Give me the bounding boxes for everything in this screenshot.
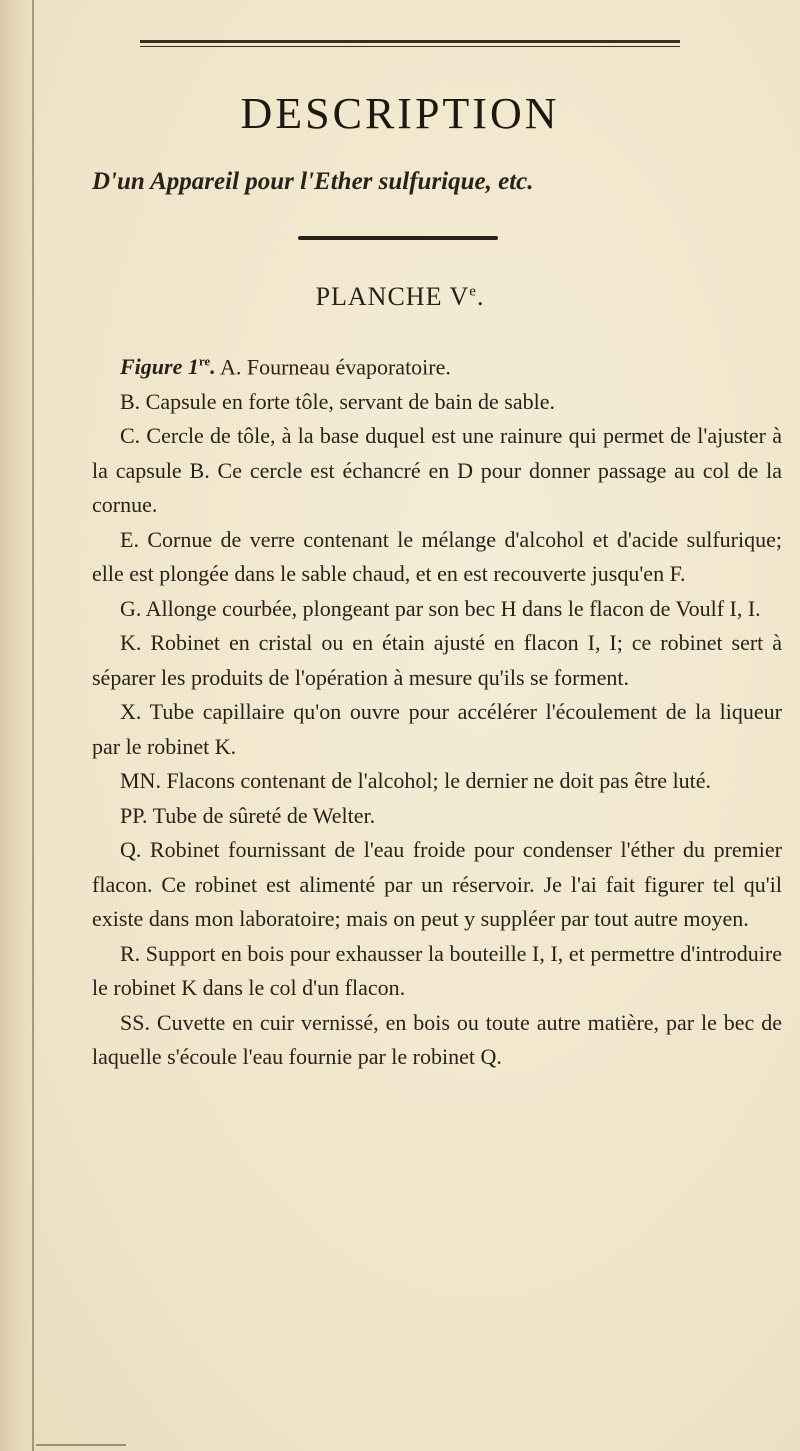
plate-label-sup: e — [469, 283, 477, 300]
legend-entry: B. Capsule en forte tôle, servant de bain de sable. — [120, 388, 555, 414]
legend-entry: C. Cercle de tôle, à la base duquel est une rainure qui permet de l'ajuster à la capsule B. Ce cercle est échancré en D pour donner passage au col de la cornue. — [92, 423, 782, 518]
legend-entry: R. Support en bois pour exhausser la bouteille I, I, et permettre d'introduire le robinet K dans le col d'un flacon. — [92, 940, 782, 1001]
plate-label: PLANCHE V — [315, 282, 470, 311]
ornamental-rule — [298, 236, 498, 240]
legend-entry: X. Tube capillaire qu'on ouvre pour accélérer l'écoulement de la liqueur par le robinet K. — [92, 699, 782, 759]
legend-entry: E. Cornue de verre contenant le mélange d'alcohol et d'acide sulfurique; elle est plongée dans le sable chaud, et en est recouverte jusqu'en F. — [92, 526, 782, 587]
plate-heading — [0, 282, 800, 312]
legend-entry: Q. Robinet fournissant de l'eau froide pour condenser l'éther du premier flacon. Ce robinet est alimenté par un réservoir. Je l'ai fait figurer tel qu'il existe dans mon laboratoire; mais on peut y suppléer par tout autre moyen. — [92, 837, 782, 932]
legend-entry-text: A. Fourneau évaporatoire. — [219, 354, 451, 380]
legend-entry: G. Allonge courbée, plongeant par son bec H dans le flacon de Voulf I, I. — [120, 595, 761, 621]
page-title: DESCRIPTION — [240, 89, 560, 138]
binding-shadow — [0, 0, 36, 1451]
bottom-edge-mark — [36, 1444, 126, 1446]
legend-body — [92, 345, 782, 1075]
page-subtitle: D'un Appareil pour l'Ether sulfurique, etc. — [92, 168, 534, 195]
legend-entry: SS. Cuvette en cuir vernissé, en bois ou toute autre matière, par le bec de laquelle s'écoule l'eau fournie par le robinet Q. — [92, 1009, 782, 1070]
legend-entry: K. Robinet en cristal ou en étain ajusté en flacon I, I; ce robinet sert à séparer les produits de l'opération à mesure qu'ils se forment. — [92, 630, 782, 690]
top-rule-thick — [140, 40, 680, 43]
binding-edge — [32, 0, 34, 1451]
legend-entry: PP. Tube de sûreté de Welter. — [120, 802, 376, 828]
figure-label: Figure 1re. — [120, 354, 216, 380]
legend-entry — [92, 345, 782, 385]
top-rule-thin — [140, 46, 680, 47]
legend-entry: MN. Flacons contenant de l'alcohol; le dernier ne doit pas être luté. — [120, 768, 712, 794]
plate-period: . — [476, 282, 485, 311]
